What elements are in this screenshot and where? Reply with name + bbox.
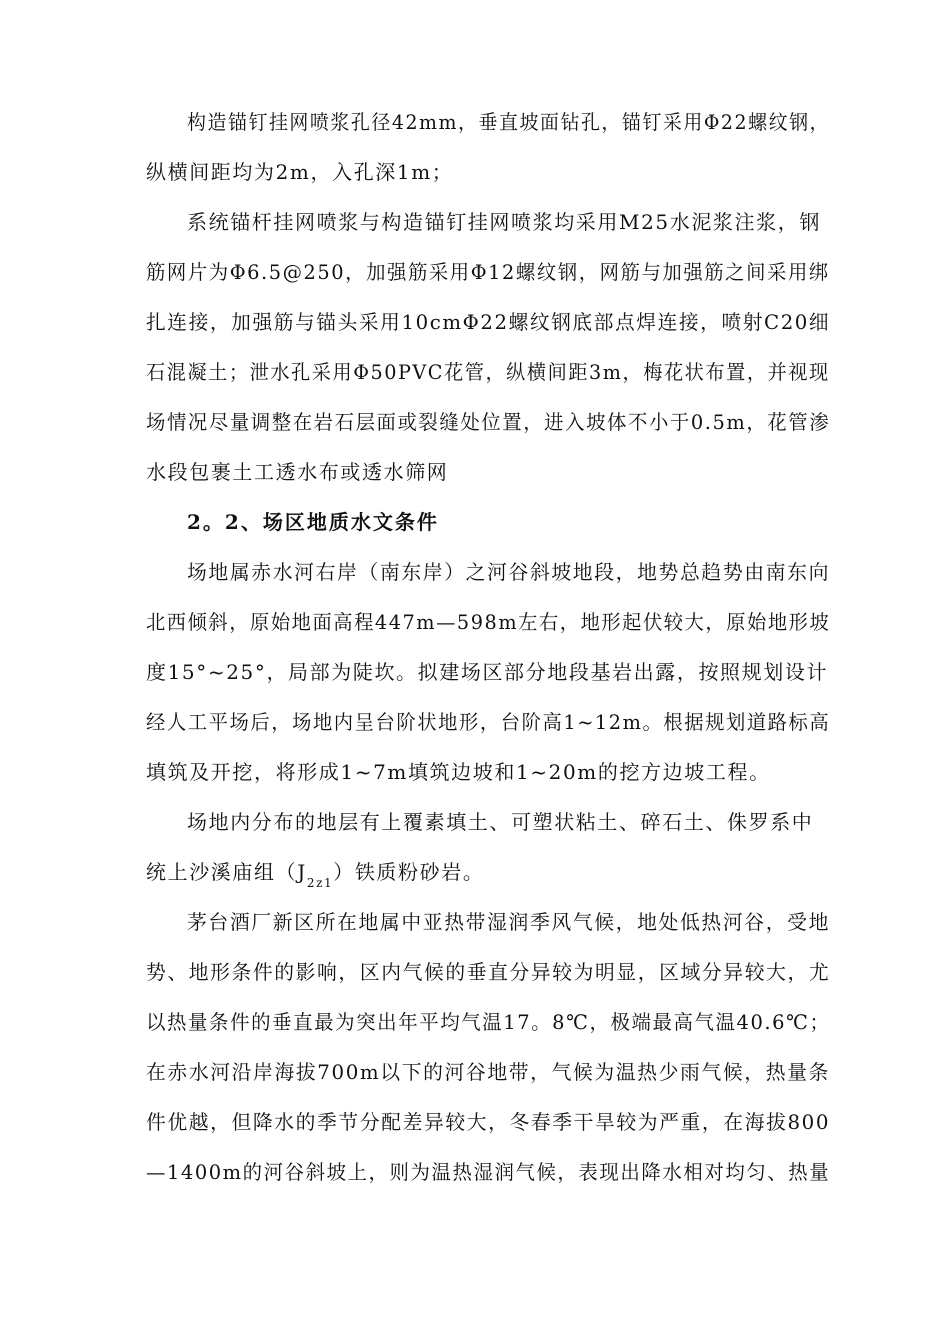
paragraph-climate-line-4: 在赤水河沿岸海拔700m以下的河谷地带，气候为温热少雨气候，热量条 bbox=[146, 1060, 830, 1084]
paragraph-anchor-nail-line-2: 纵横间距均为2m，入孔深1m； bbox=[146, 160, 454, 184]
section-heading: 2。2、场区地质水文条件 bbox=[187, 510, 439, 534]
paragraph-anchor-nail-line-1: 构造锚钉挂网喷浆孔径42mm，垂直坡面钻孔，锚钉采用Φ22螺纹钢， bbox=[187, 110, 831, 134]
strata-subscript: 2z1 bbox=[306, 876, 334, 890]
paragraph-site-line-1: 场地属赤水河右岸（南东岸）之河谷斜坡地段，地势总趋势由南东向 bbox=[187, 560, 831, 584]
paragraph-site-line-4: 经人工平场后，场地内呈台阶状地形，台阶高1~12m。根据规划道路标高 bbox=[146, 710, 831, 734]
paragraph-climate-line-1: 茅台酒厂新区所在地属中亚热带湿润季风气候，地处低热河谷，受地 bbox=[187, 910, 831, 934]
paragraph-site-line-5: 填筑及开挖，将形成1~7m填筑边坡和1~20m的挖方边坡工程。 bbox=[146, 760, 771, 784]
paragraph-anchor-rod-line-2: 筋网片为Φ6.5@250，加强筋采用Φ12螺纹钢，网筋与加强筋之间采用绑 bbox=[146, 260, 830, 284]
paragraph-anchor-rod-line-1: 系统锚杆挂网喷浆与构造锚钉挂网喷浆均采用M25水泥浆注浆，钢 bbox=[187, 210, 821, 234]
paragraph-anchor-rod-line-4: 石混凝土；泄水孔采用Φ50PVC花管，纵横间距3m，梅花状布置，并视现 bbox=[146, 360, 830, 384]
paragraph-climate-line-3: 以热量条件的垂直最为突出年平均气温17。8℃，极端最高气温40.6℃； bbox=[146, 1010, 831, 1034]
paragraph-site-line-3: 度15°~25°，局部为陡坎。拟建场区部分地段基岩出露，按照规划设计 bbox=[146, 660, 829, 684]
paragraph-strata-line-2 bbox=[146, 860, 485, 890]
paragraph-anchor-rod-line-6: 水段包裹土工透水布或透水筛网 bbox=[146, 460, 449, 484]
paragraph-anchor-rod-line-5: 场情况尽量调整在岩石层面或裂缝处位置，进入坡体不小于0.5m，花管渗 bbox=[146, 410, 831, 434]
strata-text-pre: 统上沙溪庙组（J bbox=[146, 860, 307, 884]
strata-text-post: ）铁质粉砂岩。 bbox=[333, 860, 485, 884]
paragraph-climate-line-2: 势、地形条件的影响，区内气候的垂直分异较为明显，区域分异较大，尤 bbox=[146, 960, 831, 984]
paragraph-anchor-rod-line-3: 扎连接，加强筋与锚头采用10cmΦ22螺纹钢底部点焊连接，喷射C20细 bbox=[146, 310, 831, 334]
paragraph-climate-line-5: 件优越，但降水的季节分配差异较大，冬春季干旱较为严重，在海拔800 bbox=[146, 1110, 831, 1134]
paragraph-climate-line-6: —1400m的河谷斜坡上，则为温热湿润气候，表现出降水相对均匀、热量 bbox=[146, 1160, 831, 1184]
paragraph-site-line-2: 北西倾斜，原始地面高程447m—598m左右，地形起伏较大，原始地形坡 bbox=[146, 610, 831, 634]
paragraph-strata-line-1: 场地内分布的地层有上覆素填土、可塑状粘土、碎石土、侏罗系中 bbox=[187, 810, 814, 834]
